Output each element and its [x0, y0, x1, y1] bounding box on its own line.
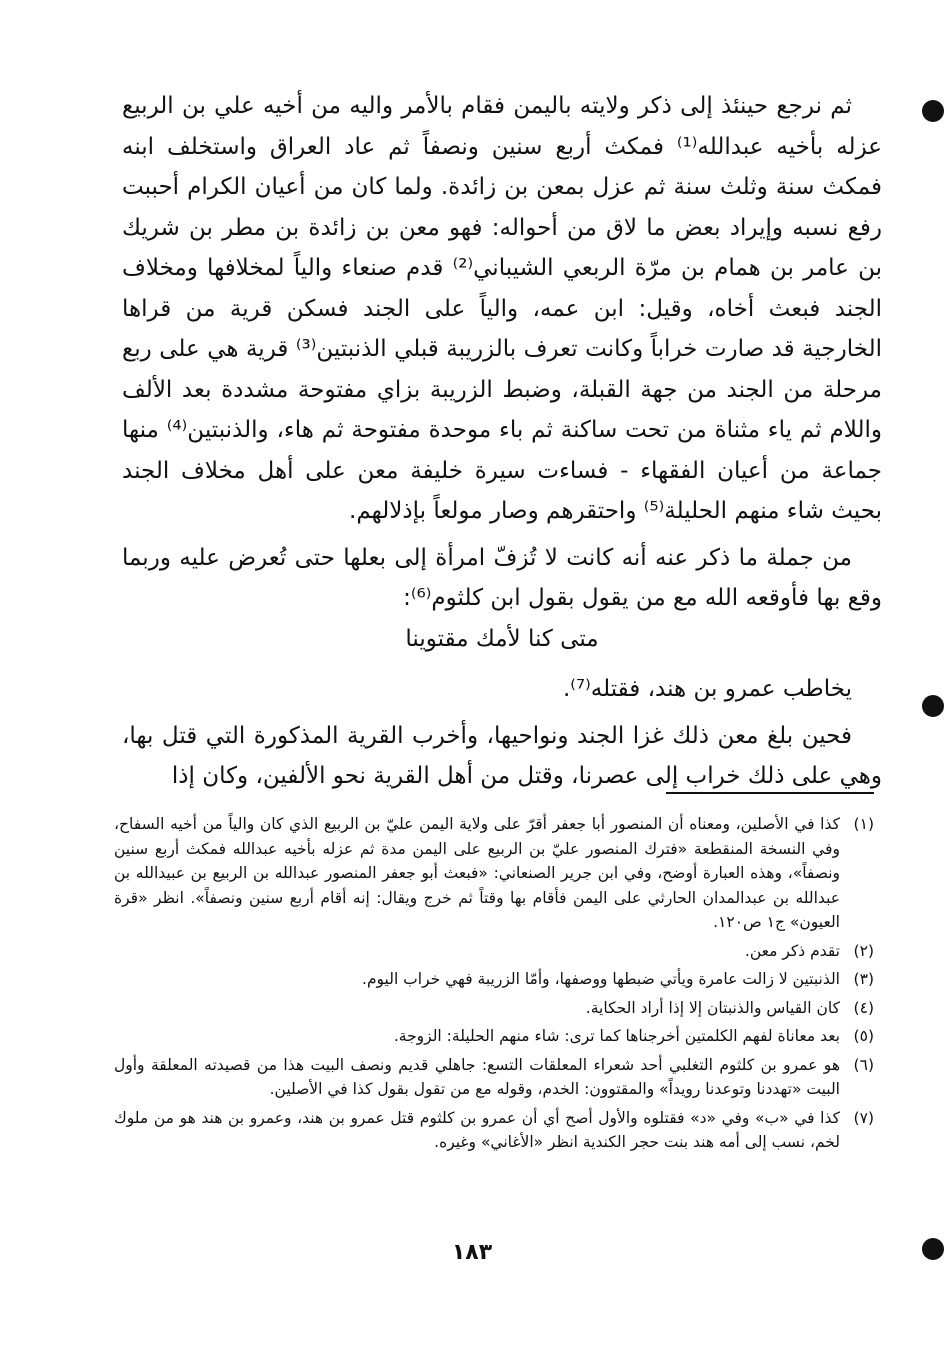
footnote-text: الذنبتين لا زالت عامرة ويأتي ضبطها ووصفها، وأمّا الزريبة فهي خراب اليوم. — [362, 970, 840, 988]
footnote-number: (١) — [853, 815, 874, 833]
footnote-separator — [666, 792, 874, 794]
binding-hole-marker-top — [922, 100, 944, 122]
main-body-text — [122, 86, 882, 797]
footnote-text: هو عمرو بن كلثوم التغلبي أحد شعراء المعلقات التسع: جاهلي قديم ونصف البيت هذا من قصيدته المعلقة وأول البيت «تهددنا وتوعدنا رويداً» والمقتوون: الخدم، وقوله مع من تقول بقول كذا في الأصلين. — [114, 1055, 840, 1098]
footnote-number: (٦) — [853, 1055, 874, 1074]
body-paragraph: يخاطب عمرو بن هند، فقتله⁽⁷⁾. — [562, 676, 852, 702]
footnote — [114, 939, 874, 964]
footnote-text: بعد معاناة لفهم الكلمتين أخرجناها كما ترى: شاء منهم الحليلة: الزوجة. — [393, 1027, 840, 1045]
footnotes — [114, 812, 874, 1159]
page-number: ١٨٣ — [451, 1240, 493, 1265]
footnote — [114, 1106, 874, 1155]
footnote-text: تقدم ذكر معن. — [744, 941, 840, 960]
poem-verse: متى كنا لأمك مقتوينا — [405, 625, 599, 652]
footnote — [114, 812, 874, 935]
footnote-number: (٤) — [853, 998, 874, 1017]
body-paragraph: من جملة ما ذكر عنه أنه كانت لا تُزفّ امرأة إلى بعلها حتى تُعرض عليه وربما وقع بها فأوقعه الله مع من يقول بقول ابن كلثوم⁽⁶⁾: — [122, 544, 882, 611]
body-paragraph: ثم نرجع حينئذ إلى ذكر ولايته باليمن فقام بالأمر واليه من أخيه علي بن الربيع عزله بأخيه عبدالله⁽¹⁾ فمكث أربع سنين ونصفاً ثم عاد العراق واستخلف ابنه فمكث سنة وثلث سنة ثم عزل بمعن بن زائدة. ولما كان من أعيان الكرام أحببت رفع نسبه وإيراد بعض ما لاق من أحواله: فهو معن بن زائدة بن مطر بن شريك بن عامر بن همام بن مرّة الربعي الشيباني⁽²⁾ قدم صنعاء والياً لمخلافها ومخلاف الجند فبعث أخاه، وقيل: ابن عمه، والياً على الجند فسكن قرية من قراها الخارجية قد صارت خراباً وكانت تعرف بالزريبة قبلي الذنبتين⁽³⁾ قرية هي على ربع مرحلة من الجند من جهة القبلة، وضبط الزريبة بزاي مفتوحة مشددة بعد الألف واللام ثم ياء مثناة من تحت ساكنة ثم باء موحدة مفتوحة ثم هاء، والذنبتين⁽⁴⁾ منها جماعة من أعيان الفقهاء - فساءت سيرة خليفة معن على أهل مخلاف الجند بحيث شاء منهم الحليلة⁽⁵⁾ واحتقرهم وصار مولعاً بإذلالهم. — [122, 93, 883, 524]
footnote-number: (٥) — [853, 1027, 874, 1045]
footnote-number: (٧) — [853, 1108, 874, 1127]
footnote-text: كذا في «ب» وفي «د» فقتلوه والأول أصح أي أن عمرو بن كلثوم قتل عمرو بن هند، وعمرو بن هند هو من ملوك لخم، نسب إلى أمه هند بنت حجر الكندية انظر «الأغاني» وغيره. — [114, 1108, 840, 1151]
footnote-text: كان القياس والذنبتان إلا إذا أراد الحكاية. — [585, 998, 840, 1017]
footnote-number: (٣) — [853, 970, 874, 988]
footnote-number: (٢) — [853, 941, 874, 960]
footnote — [114, 1024, 874, 1049]
body-paragraph: فحين بلغ معن ذلك غزا الجند ونواحيها، وأخرب القرية المذكورة التي قتل بها، وهي على ذلك خراب إلى عصرنا، وقتل من أهل القرية نحو الألفين، وكان إذا — [122, 722, 882, 789]
footnote — [114, 996, 874, 1021]
footnote — [114, 967, 874, 992]
footnote-text: كذا في الأصلين، ومعناه أن المنصور أبا جعفر أقرّ على ولاية اليمن عليّ بن الربيع الذي كان والياً من أخيه السفاح، وفي النسخة المنقطعة «فترك المنصور عليّ بن الربيع على اليمن مدة ثم عزله بأخيه عبدالله فمكث أربع سنين ونصفاً»، وهذه العبارة أوضح، وفي ابن جرير الصنعاني: «فبعث أبو جعفر المنصور عبدالله بن الربيع بن عبيدالله بن عبدالله بن عبدالمدان الحارثي على اليمن فأقام بها وقتاً ثم خرج ويقال: إنه أقام أربع سنين ونصفاً». انظر «قرة العيون» ج١ ص١٢٠. — [114, 815, 840, 931]
binding-hole-marker-middle — [922, 695, 944, 717]
footnote — [114, 1053, 874, 1102]
